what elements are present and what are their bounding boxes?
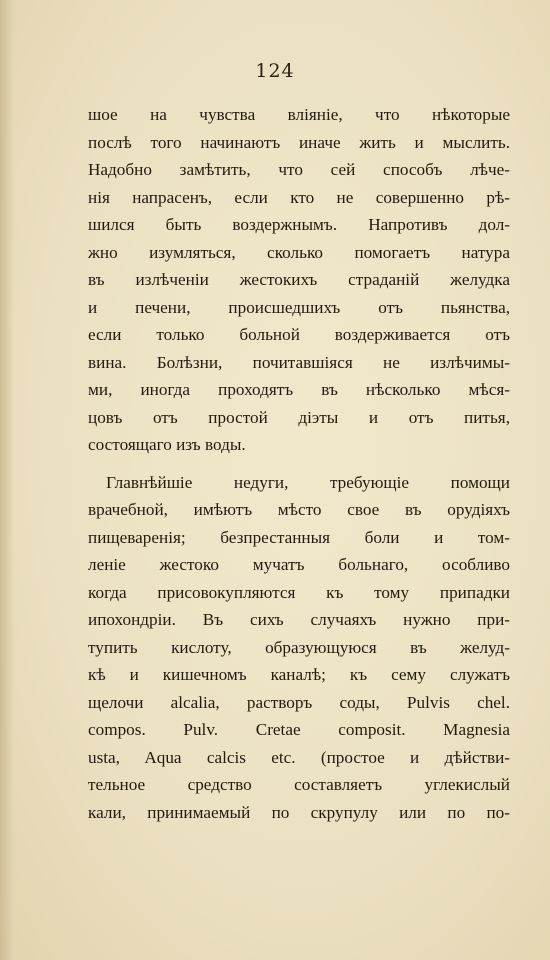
text-line: щелочи alcalia, растворъ соды, Pulvis chel. bbox=[88, 692, 510, 712]
text-line: шое на чувства вліяніе, что нѣкоторые bbox=[88, 105, 510, 124]
text-line: жно изумляться, сколько помогаетъ натура bbox=[88, 242, 510, 262]
body-text bbox=[88, 101, 510, 826]
text-line: врачебной, имѣютъ мѣсто свое въ орудіяхъ bbox=[88, 500, 510, 519]
text-line: послѣ того начинаютъ иначе жить и мыслить. bbox=[88, 132, 510, 152]
text-line: и печени, происшедшихъ отъ пьянства, bbox=[88, 297, 510, 317]
page-gutter-shadow bbox=[0, 0, 14, 960]
text-line: въ излѣченіи жестокихъ страданій желудка bbox=[88, 270, 510, 289]
paragraph-gap bbox=[88, 459, 510, 469]
text-line: нія напрасенъ, если кто не совершенно рѣ- bbox=[88, 187, 510, 207]
text-line: compos. Pulv. Cretae composit. Magnesia bbox=[88, 720, 510, 739]
text-line: Надобно замѣтить, что сей способъ лѣче- bbox=[88, 160, 510, 179]
text-line: кѣ и кишечномъ каналѣ; къ сему служатъ bbox=[88, 665, 510, 684]
text-line: цовъ отъ простой діэты и отъ питья, bbox=[88, 407, 510, 427]
text-line: состоящаго изъ воды. bbox=[88, 435, 246, 454]
text-line: когда присовокупляются къ тому припадки bbox=[88, 582, 510, 602]
text-line: usta, Aqua calcis etc. (простое и дѣйстви- bbox=[88, 747, 510, 767]
text-line: ми, иногда проходятъ въ нѣсколько мѣся- bbox=[88, 380, 510, 399]
page-number: 124 bbox=[255, 60, 295, 82]
text-line: кали, принимаемый по скрупулу или по по- bbox=[88, 802, 510, 822]
text-line: Главнѣйшіе недуги, требующіе помощи bbox=[106, 472, 510, 492]
text-line: пищеваренія; безпрестанныя боли и том- bbox=[88, 527, 510, 547]
text-line: тупить кислоту, образующуюся въ желуд- bbox=[88, 637, 510, 657]
text-line: ипохондріи. Въ сихъ случаяхъ нужно при- bbox=[88, 610, 510, 629]
text-line: вина. Болѣзни, почитавшіяся не излѣчимы- bbox=[88, 352, 510, 372]
text-line: тельное средство составляетъ углекислый bbox=[88, 775, 510, 794]
text-line: если только больной воздерживается отъ bbox=[88, 325, 510, 344]
text-line: леніе жестоко мучатъ больнаго, особливо bbox=[88, 555, 510, 574]
text-line: шился быть воздержнымъ. Напротивъ дол- bbox=[88, 215, 510, 234]
